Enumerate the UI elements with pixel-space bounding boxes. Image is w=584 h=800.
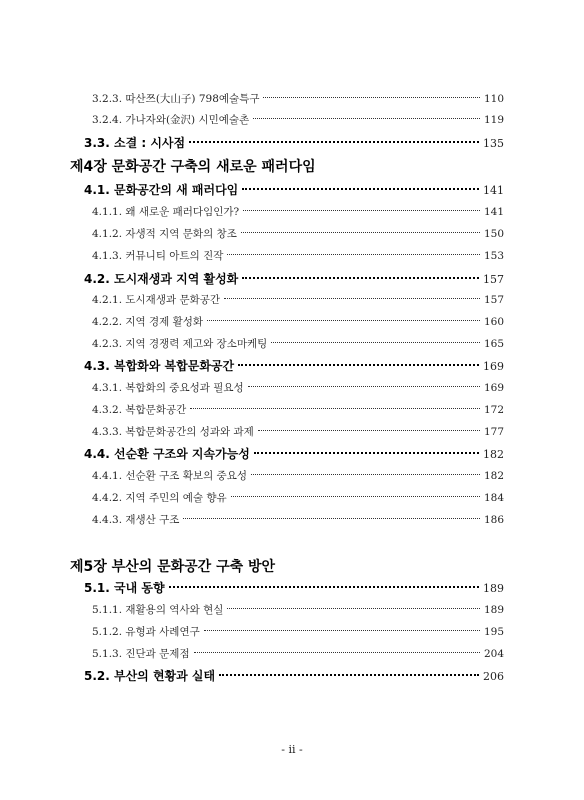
- toc-title: 4.4.3. 재생산 구조: [92, 514, 180, 526]
- toc-page-number: 184: [483, 492, 504, 504]
- toc-section-4-3: [84, 357, 504, 374]
- toc-title: 4.1.2. 자생적 지역 문화의 창조: [92, 228, 237, 240]
- dot-leader: [258, 430, 480, 431]
- toc-entry-4-3-2: [92, 402, 504, 417]
- toc-page-number: 169: [483, 382, 504, 394]
- dot-leader: [242, 277, 479, 279]
- dot-leader: [263, 97, 479, 98]
- toc-page-number: 206: [483, 670, 504, 683]
- toc-page-number: 141: [483, 206, 504, 218]
- dot-leader: [241, 232, 480, 233]
- toc-title: 5.1.3. 진단과 문제점: [92, 648, 190, 660]
- toc-title: 3.3. 소결 : 시사점: [84, 136, 186, 150]
- toc-page-number: 157: [483, 273, 504, 286]
- toc-page-number: 135: [483, 137, 504, 150]
- toc-title: 4.1.3. 커뮤니티 아트의 진작: [92, 250, 224, 262]
- toc-title: 5.1.2. 유형과 사례연구: [92, 626, 200, 638]
- toc-entry-4-1-2: [92, 226, 504, 241]
- dot-leader: [219, 674, 479, 676]
- toc-title: 4.3.2. 복합문화공간: [92, 404, 187, 416]
- dot-leader: [194, 652, 480, 653]
- toc-entry-3-2-3: [92, 91, 504, 106]
- toc-entry-5-1-2: [92, 624, 504, 639]
- toc-entry-4-2-3: [92, 336, 504, 351]
- toc-title: 4.2.2. 지역 경제 활성화: [92, 316, 204, 328]
- toc-page-number: 186: [483, 514, 504, 526]
- toc-title: 4.4. 선순환 구조와 지속가능성: [84, 447, 250, 461]
- dot-leader: [189, 141, 479, 143]
- toc-page-number: 141: [483, 184, 504, 197]
- toc-entry-4-4-3: [92, 512, 504, 527]
- toc-page-number: 165: [483, 338, 504, 350]
- toc-page-number: 172: [483, 404, 504, 416]
- toc-entry-5-1-1: [92, 602, 504, 617]
- toc-title: 4.2.3. 지역 경쟁력 제고와 장소마케팅: [92, 338, 268, 350]
- toc-page-number: 119: [483, 114, 504, 126]
- dot-leader: [204, 630, 480, 631]
- dot-leader: [271, 342, 480, 343]
- dot-leader: [231, 496, 480, 497]
- toc-entry-4-4-2: [92, 490, 504, 505]
- toc-page-number: 182: [483, 448, 504, 461]
- dot-leader: [242, 188, 479, 190]
- toc-section-4-4: [84, 445, 504, 462]
- toc-section-5-2: [84, 667, 504, 684]
- toc-entry-5-1-3: [92, 646, 504, 661]
- toc-entry-4-2-2: [92, 314, 504, 329]
- toc-page-number: 195: [483, 626, 504, 638]
- dot-leader: [169, 586, 479, 588]
- toc-entry-4-3-3: [92, 424, 504, 439]
- toc-section-4-2: [84, 270, 504, 287]
- toc-title: 3.2.4. 가나자와(金沢) 시민예술촌: [92, 114, 250, 126]
- toc-title: 4.4.2. 지역 주민의 예술 향유: [92, 492, 227, 504]
- toc-page-number: 204: [483, 648, 504, 660]
- toc-page-number: 153: [483, 250, 504, 262]
- toc-page-number: 150: [483, 228, 504, 240]
- toc-page-number: 110: [483, 93, 504, 105]
- toc-title: 4.3.1. 복합화의 중요성과 필요성: [92, 382, 244, 394]
- toc-title: 4.3. 복합화와 복합문화공간: [84, 359, 235, 373]
- toc-title: 4.4.1. 선순환 구조 확보의 중요성: [92, 470, 247, 482]
- toc-page-number: 157: [483, 294, 504, 306]
- toc-entry-3-2-4: [92, 112, 504, 127]
- dot-leader: [248, 386, 480, 387]
- dot-leader: [227, 254, 480, 255]
- toc-title: 4.1.1. 왜 새로운 패러다임인가?: [92, 206, 240, 218]
- dot-leader: [224, 298, 480, 299]
- toc-title: 5.1.1. 재활용의 역사와 현실: [92, 604, 224, 616]
- toc-page-number: 177: [483, 426, 504, 438]
- toc-entry-4-1-1: [92, 204, 504, 219]
- dot-leader: [251, 474, 480, 475]
- toc-page-number: 189: [483, 604, 504, 616]
- toc-section-5-1: [84, 579, 504, 596]
- toc-entry-4-1-3: [92, 248, 504, 263]
- toc-title: 4.2.1. 도시재생과 문화공간: [92, 294, 221, 306]
- toc-title: 4.1. 문화공간의 새 패러다임: [84, 183, 239, 197]
- toc-title: 5.1. 국내 동향: [84, 581, 165, 595]
- dot-leader: [227, 608, 480, 609]
- toc-title: 3.2.3. 따산쯔(大山子) 798예술특구: [92, 93, 260, 105]
- page-number-footer: - ii -: [281, 743, 303, 756]
- toc-page-number: 160: [483, 316, 504, 328]
- toc-entry-4-4-1: [92, 468, 504, 483]
- dot-leader: [254, 452, 479, 454]
- toc-page-number: 182: [483, 470, 504, 482]
- dot-leader: [253, 118, 480, 119]
- toc-entry-4-2-1: [92, 292, 504, 307]
- dot-leader: [190, 408, 480, 409]
- toc-section-3-3: [84, 134, 504, 151]
- toc-chapter-4: 제4장 문화공간 구축의 새로운 패러다임: [70, 159, 316, 175]
- dot-leader: [183, 518, 480, 519]
- dot-leader: [238, 364, 479, 366]
- toc-page-number: 189: [483, 582, 504, 595]
- toc-title: 5.2. 부산의 현황과 실태: [84, 669, 216, 683]
- toc-title: 4.2. 도시재생과 지역 활성화: [84, 272, 239, 286]
- dot-leader: [243, 210, 480, 211]
- toc-chapter-5: 제5장 부산의 문화공간 구축 방안: [70, 559, 276, 575]
- toc-title: 4.3.3. 복합문화공간의 성과와 과제: [92, 426, 254, 438]
- dot-leader: [207, 320, 480, 321]
- toc-entry-4-3-1: [92, 380, 504, 395]
- toc-page-number: 169: [483, 360, 504, 373]
- toc-section-4-1: [84, 181, 504, 198]
